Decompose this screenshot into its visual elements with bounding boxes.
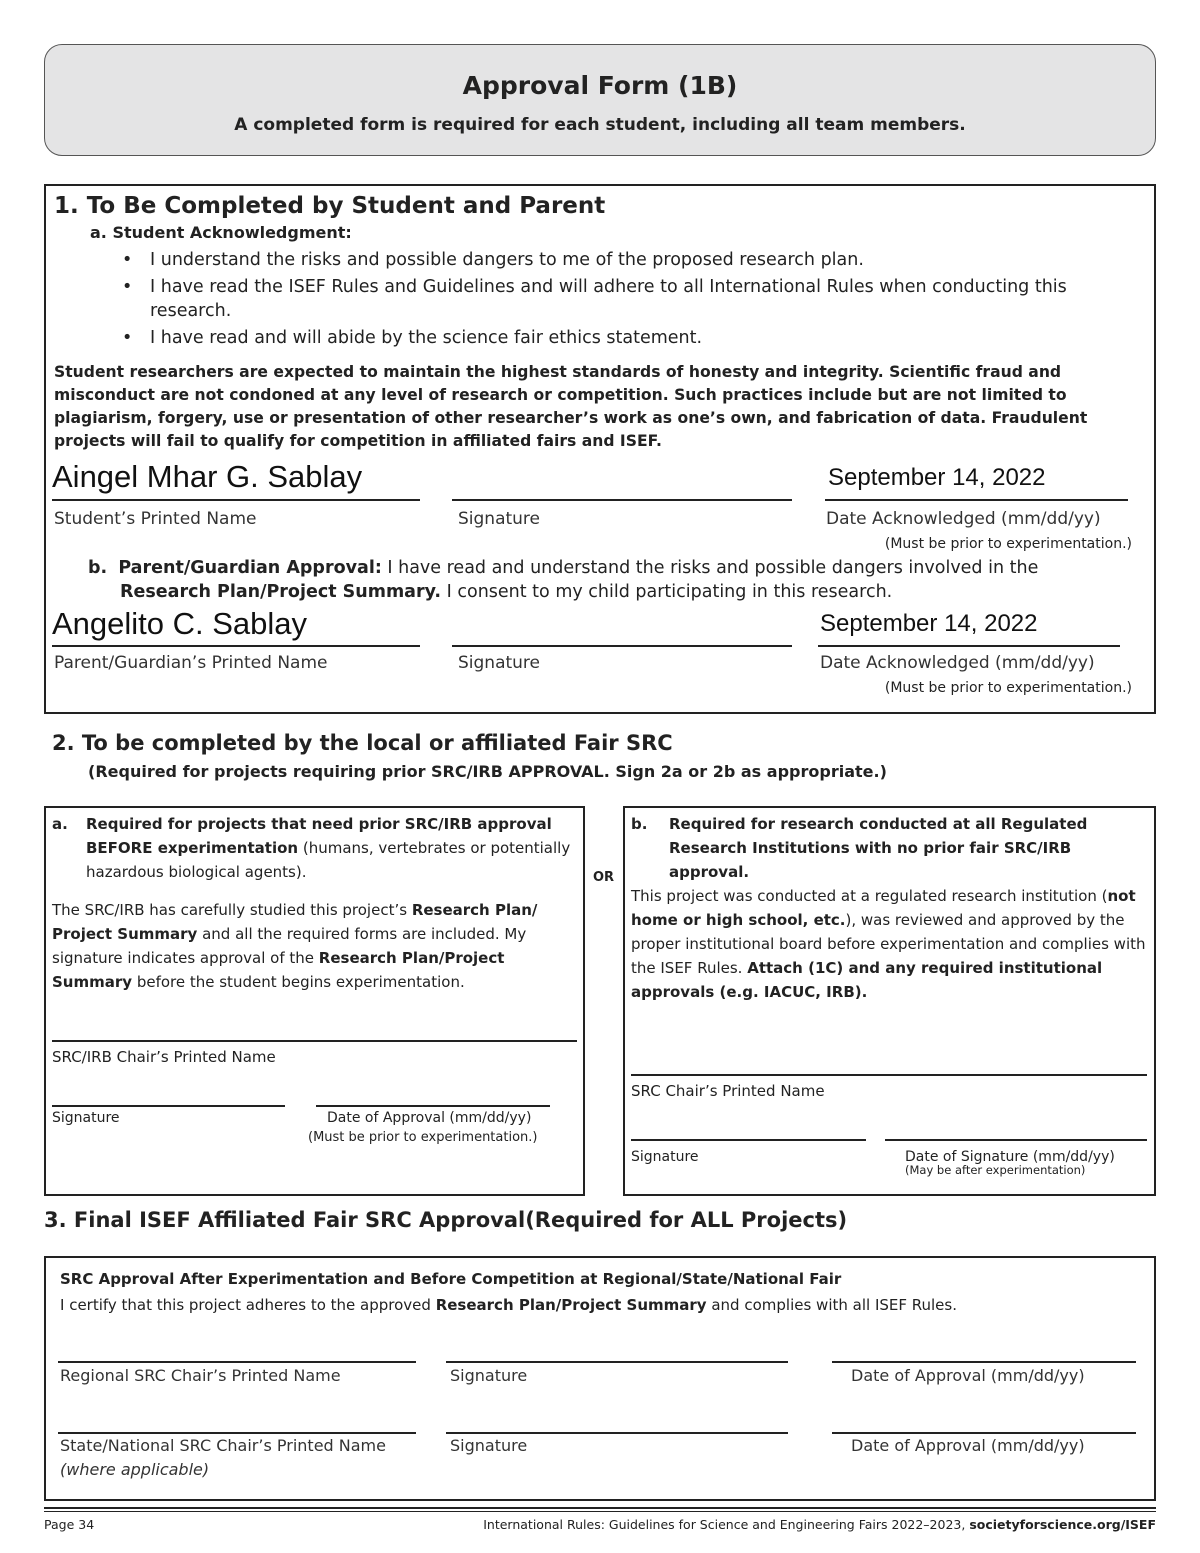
divider — [52, 499, 420, 501]
date-label: Date Acknowledged (mm/dd/yy) — [820, 653, 1095, 673]
text: not home or high school, etc. — [631, 887, 1136, 929]
divider — [825, 499, 1128, 501]
parent-consent: I consent to my child participating in this research. — [441, 582, 893, 602]
bullet-item: • I have read and will abide by the science fair ethics statement. — [118, 326, 1128, 350]
src-chair-date-line[interactable] — [885, 1139, 1147, 1141]
form-subtitle: A completed form is required for each student, including all team members. — [234, 115, 966, 135]
state-name-label: State/National SRC Chair’s Printed Name — [60, 1436, 386, 1455]
footer-link[interactable]: societyforscience.org/ISEF — [969, 1517, 1156, 1532]
divider — [818, 645, 1120, 647]
b-prefix: b. — [88, 558, 108, 578]
src-chair-signature-line[interactable] — [631, 1139, 866, 1141]
parent-text: I have read and understand the risks and possible dangers involved in the — [381, 558, 1039, 578]
date-note: (Must be prior to experimentation.) — [308, 1130, 538, 1145]
student-ack-label: a. Student Acknowledgment: — [90, 223, 352, 242]
section-2-heading: 2. To be completed by the local or affiliated Fair SRC — [52, 731, 673, 755]
text: before the student begins experimentation. — [132, 973, 465, 991]
letter: b. — [631, 815, 648, 833]
state-signature-line[interactable] — [446, 1432, 788, 1434]
parent-printed-name[interactable]: Angelito C. Sablay — [52, 606, 308, 641]
state-name-line[interactable] — [58, 1432, 416, 1434]
divider — [52, 645, 420, 647]
regional-signature-line[interactable] — [446, 1361, 788, 1363]
text: and complies with all ISEF Rules. — [706, 1296, 957, 1314]
signature-label: Signature — [458, 653, 541, 673]
section-1-heading: 1. To Be Completed by Student and Parent — [54, 193, 606, 219]
text: ), was reviewed and approved by the proper institutional board before experimentation and complies with the ISEF Rules. — [631, 911, 1146, 977]
regional-date-line[interactable] — [832, 1361, 1136, 1363]
date-label: Date of Approval (mm/dd/yy) — [327, 1110, 532, 1126]
src-irb-name-label: SRC/IRB Chair’s Printed Name — [52, 1048, 276, 1066]
text: Research Plan/ Project Summary — [52, 901, 538, 943]
bullet-item: • I understand the risks and possible dangers to me of the proposed research plan. — [118, 248, 1128, 272]
prior-note: (Must be prior to experimentation.) — [884, 680, 1132, 696]
signature-label: Signature — [450, 1366, 528, 1385]
src-irb-name-line[interactable] — [52, 1040, 577, 1042]
footer-citation: International Rules: Guidelines for Science and Engineering Fairs 2022–2023, — [483, 1517, 970, 1532]
date-label: Date of Approval (mm/dd/yy) — [851, 1366, 1085, 1385]
parent-approval-label: Parent/Guardian Approval: — [118, 558, 382, 578]
text: Attach (1C) and any required institutional approvals (e.g. IACUC, IRB). — [631, 959, 1103, 1001]
certify-text — [60, 1293, 957, 1317]
signature-label: Signature — [450, 1436, 528, 1455]
integrity-statement: Student researchers are expected to maintain the highest standards of honesty and integrity. Scientific fraud and misconduct are not condoned at any level of research or competition. Such practices include but are not limited to plagiarism, forgery, use or presentation of other researcher’s work as one’s own, and fabrication of data. Fraudulent projects will fail to qualify for competition in affiliated fairs and ISEF. — [54, 363, 1088, 450]
student-signature-line[interactable] — [452, 499, 792, 501]
letter: a. — [52, 815, 68, 833]
text: and all the required forms are included. My signature indicates approval of the — [52, 925, 527, 967]
form-header — [44, 44, 1156, 156]
text: I certify that this project adheres to the approved — [60, 1296, 436, 1314]
src-irb-signature-line[interactable] — [52, 1105, 285, 1107]
where-applicable: (where applicable) — [60, 1460, 210, 1479]
text: This project was conducted at a regulated research institution ( — [631, 887, 1108, 905]
requirement: Required for research conducted at all Regulated Research Institutions with no prior fair SRC/IRB approval. — [669, 815, 1088, 881]
section-3-heading: 3. Final ISEF Affiliated Fair SRC Approval(Required for ALL Projects) — [44, 1208, 848, 1232]
footer-text — [483, 1517, 1156, 1532]
or-label: OR — [593, 870, 615, 885]
research-plan-ref: Research Plan/Project Summary. — [120, 582, 442, 602]
section-2-sub: (Required for projects requiring prior SRC/IRB APPROVAL. Sign 2a or 2b as appropriate.) — [88, 762, 887, 781]
prior-note: (Must be prior to experimentation.) — [884, 536, 1132, 552]
src-approval-title: SRC Approval After Experimentation and Before Competition at Regional/State/National Fair — [60, 1270, 842, 1288]
signature-label: Signature — [52, 1110, 120, 1126]
date-label: Date of Signature (mm/dd/yy) — [905, 1149, 1115, 1165]
date-label: Date Acknowledged (mm/dd/yy) — [826, 509, 1101, 529]
student-name-label: Student’s Printed Name — [54, 509, 257, 529]
parent-date[interactable]: September 14, 2022 — [820, 610, 1038, 637]
section-2b-text — [631, 812, 1146, 1004]
src-irb-date-line[interactable] — [316, 1105, 550, 1107]
text: The SRC/IRB has carefully studied this project’s — [52, 901, 412, 919]
signature-label: Signature — [631, 1149, 699, 1165]
student-printed-name[interactable]: Aingel Mhar G. Sablay — [52, 459, 363, 494]
date-note: (May be after experimentation) — [905, 1163, 1086, 1177]
state-date-line[interactable] — [832, 1432, 1136, 1434]
text: Research Plan/Project Summary — [435, 1296, 707, 1314]
ack-bullets — [118, 248, 1128, 350]
requirement: Required for projects that need prior SRC/IRB approval BEFORE experimentation — [86, 815, 552, 857]
parent-signature-line[interactable] — [452, 645, 792, 647]
form-title: Approval Form (1B) — [462, 71, 738, 100]
page-number: Page 34 — [44, 1517, 95, 1532]
parent-approval-text — [88, 556, 1138, 604]
date-label: Date of Approval (mm/dd/yy) — [851, 1436, 1085, 1455]
text: Research Plan/Project Summary — [52, 949, 505, 991]
regional-name-label: Regional SRC Chair’s Printed Name — [60, 1366, 341, 1385]
parent-name-label: Parent/Guardian’s Printed Name — [54, 653, 328, 673]
section-2a-text — [52, 812, 578, 994]
regional-name-line[interactable] — [58, 1361, 416, 1363]
student-date[interactable]: September 14, 2022 — [828, 464, 1046, 491]
signature-label: Signature — [458, 509, 541, 529]
bullet-item: • I have read the ISEF Rules and Guidelines and will adhere to all International Rules when conducting this research. — [118, 275, 1128, 323]
requirement-detail: (humans, vertebrates or potentially hazardous biological agents). — [86, 839, 571, 881]
src-chair-name-label: SRC Chair’s Printed Name — [631, 1082, 825, 1100]
src-chair-name-line[interactable] — [631, 1074, 1147, 1076]
footer-rule — [44, 1507, 1156, 1512]
